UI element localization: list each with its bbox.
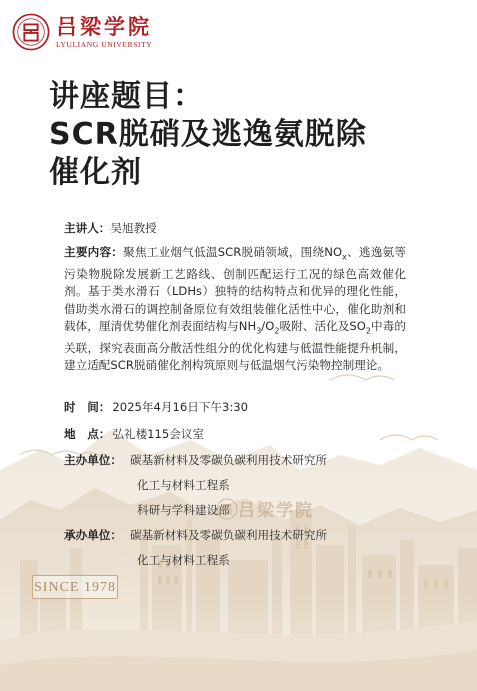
nh3-subscript: 3 [256, 326, 262, 336]
logo-text [56, 15, 152, 50]
abstract-label: 主要内容： [64, 245, 124, 259]
nox-subscript: x [342, 252, 347, 262]
lecture-title [49, 78, 469, 192]
abstract-paragraph [64, 244, 406, 374]
abstract-text-4: 吸附、活化及SO [279, 318, 366, 333]
time-label: 时 间： [64, 400, 111, 414]
host-label: 主办单位： [64, 453, 122, 467]
university-logo [12, 12, 152, 52]
host-row [64, 451, 327, 469]
speaker-name: 吴旭教授 [110, 221, 157, 235]
speaker-row [64, 218, 406, 238]
abstract-text-2: 、逃逸氨等污染物脱除发展新工艺路线、创制匹配运行工况的绿色高效催化剂。基于类水滑石（LDHs）独特的结构特点和优异的理化性能，借助类水滑石的调控制备原位有效组装催化活性中心，催化助剂和载体，厘清优势催化剂表面结构与NH [64, 245, 406, 333]
title-line-3: 催化剂 [49, 155, 142, 190]
watermark-text: 吕梁学院 [238, 501, 314, 521]
so2-subscript: 2 [365, 326, 371, 336]
place-value: 弘礼楼115会议室 [112, 427, 205, 441]
time-value: 2025年4月16日下午3:30 [112, 400, 249, 414]
lecture-details [64, 218, 406, 374]
logo-chinese-name: 吕梁学院 [56, 13, 152, 39]
organizer-org-1: 碳基新材料及零碳负碳利用技术研究所 [129, 528, 328, 542]
watermark-seal-icon [216, 498, 238, 520]
logo-english-name: LYULIANG UNIVERSITY [56, 39, 153, 49]
place-row [64, 425, 204, 443]
organizer-row [64, 526, 327, 544]
organizer-org-2: 化工与材料工程系 [137, 553, 230, 567]
organizer-label: 承办单位： [64, 528, 122, 542]
host-org-2: 化工与材料工程系 [137, 478, 230, 492]
watermark-logo [216, 496, 314, 521]
abstract-text-3: /O [261, 318, 275, 333]
speaker-label: 主讲人： [64, 221, 111, 235]
place-label: 地 点： [64, 427, 111, 441]
abstract-text-1: 聚焦工业烟气低温SCR脱硝领域，围绕NO [123, 245, 343, 259]
host-org-3: 科研与学科建设部 [137, 503, 230, 517]
university-seal-icon [12, 13, 50, 51]
abstract-text-5: 中毒的关联，探究表面高分散活性组分的优化构建与低温性能提升机制，建立适配SCR脱硝催化剂构筑原则与低温烟气污染物控制理论。 [64, 318, 406, 373]
o2-subscript: 2 [274, 326, 280, 336]
time-row [64, 398, 248, 416]
title-line-2: SCR脱硝及逃逸氨脱除 [49, 117, 367, 152]
host-org-1: 碳基新材料及零碳负碳利用技术研究所 [129, 453, 328, 467]
title-line-1: 讲座题目： [49, 79, 204, 114]
since-1978-badge: SINCE 1978 [32, 575, 118, 599]
